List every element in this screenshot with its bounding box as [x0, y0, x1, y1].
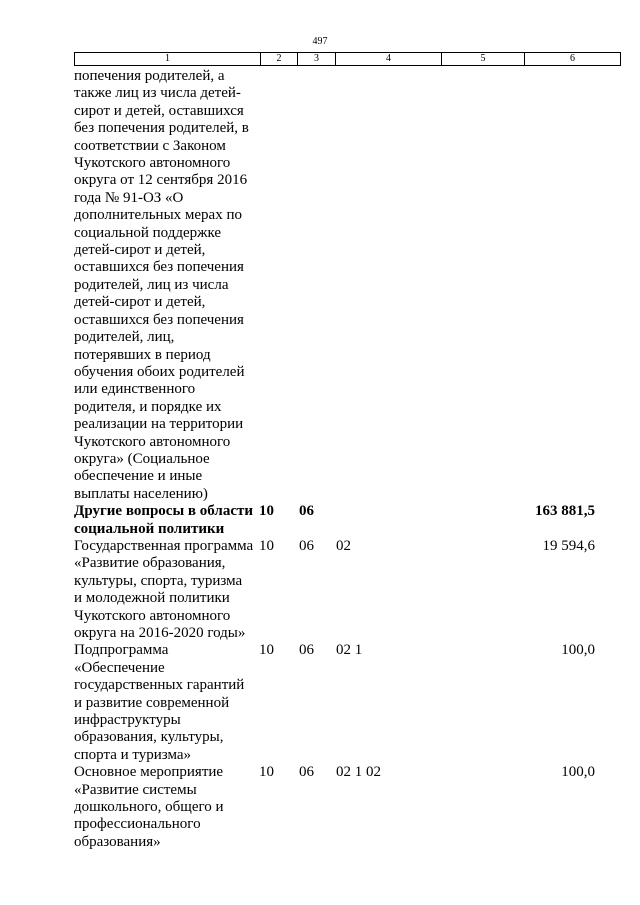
row-target-code: 02 1: [336, 642, 363, 659]
row-subsection: 06: [299, 503, 314, 520]
table-row-section-total: [74, 503, 621, 538]
table-body: [74, 68, 621, 851]
row-amount: 100,0: [561, 764, 595, 781]
row-section: 10: [259, 764, 274, 781]
row-name: Основное мероприятие «Развитие системы дошкольного, общего и профессионального образования»: [74, 764, 224, 850]
header-col-1: 1: [165, 53, 170, 64]
row-name: Другие вопросы в области социальной политики: [74, 503, 253, 537]
row-subsection: 06: [299, 537, 314, 554]
row-section: 10: [259, 537, 274, 554]
row-name: Государственная программа «Развитие образования, культуры, спорта, туризма и молодежной политики Чукотского автономного округа на 2016-2020 годы»: [74, 537, 254, 641]
page-number: 497: [312, 36, 328, 47]
table-row: [74, 538, 621, 642]
row-subsection: 06: [299, 764, 314, 781]
row-subsection: 06: [299, 642, 314, 659]
header-col-3: 3: [297, 53, 335, 65]
row-name: Подпрограмма «Обеспечение государственных гарантий и развитие современной инфраструктуры образования, культуры, спорта и туризма»: [74, 642, 245, 763]
row-amount: 19 594,6: [542, 537, 595, 554]
row-amount: 163 881,5: [535, 503, 595, 520]
header-col-4: 4: [335, 53, 441, 65]
row-section: 10: [259, 642, 274, 659]
row-target-code: 02 1 02: [336, 764, 381, 781]
row-name: попечения родителей, а также лиц из числа детей- сирот и детей, оставшихся без попечения родителей, в соответствии с Законом Чукотского автономного округа от 12 сентября 2016 года № 91-ОЗ «О дополнительных мерах по социальной поддержке детей-сирот и детей, оставшихся без попечения родителей, лиц из числа детей-сирот и детей, оставшихся без попечения родителей, лиц, потерявших в период обучения обоих родителей или единственного родителя, и порядке их реализации на территории Чукотского автономного округа» (Социальное обеспечение и иные выплаты населению): [74, 68, 249, 502]
table-row: [74, 764, 621, 851]
row-amount: 100,0: [561, 642, 595, 659]
table-row: [74, 68, 621, 503]
row-section: 10: [259, 503, 274, 520]
header-col-2: 2: [260, 53, 297, 65]
row-target-code: 02: [336, 537, 351, 554]
table-header: [74, 52, 621, 66]
header-col-5: 5: [441, 53, 524, 65]
table-row: [74, 642, 621, 764]
header-col-6: 6: [524, 53, 620, 65]
